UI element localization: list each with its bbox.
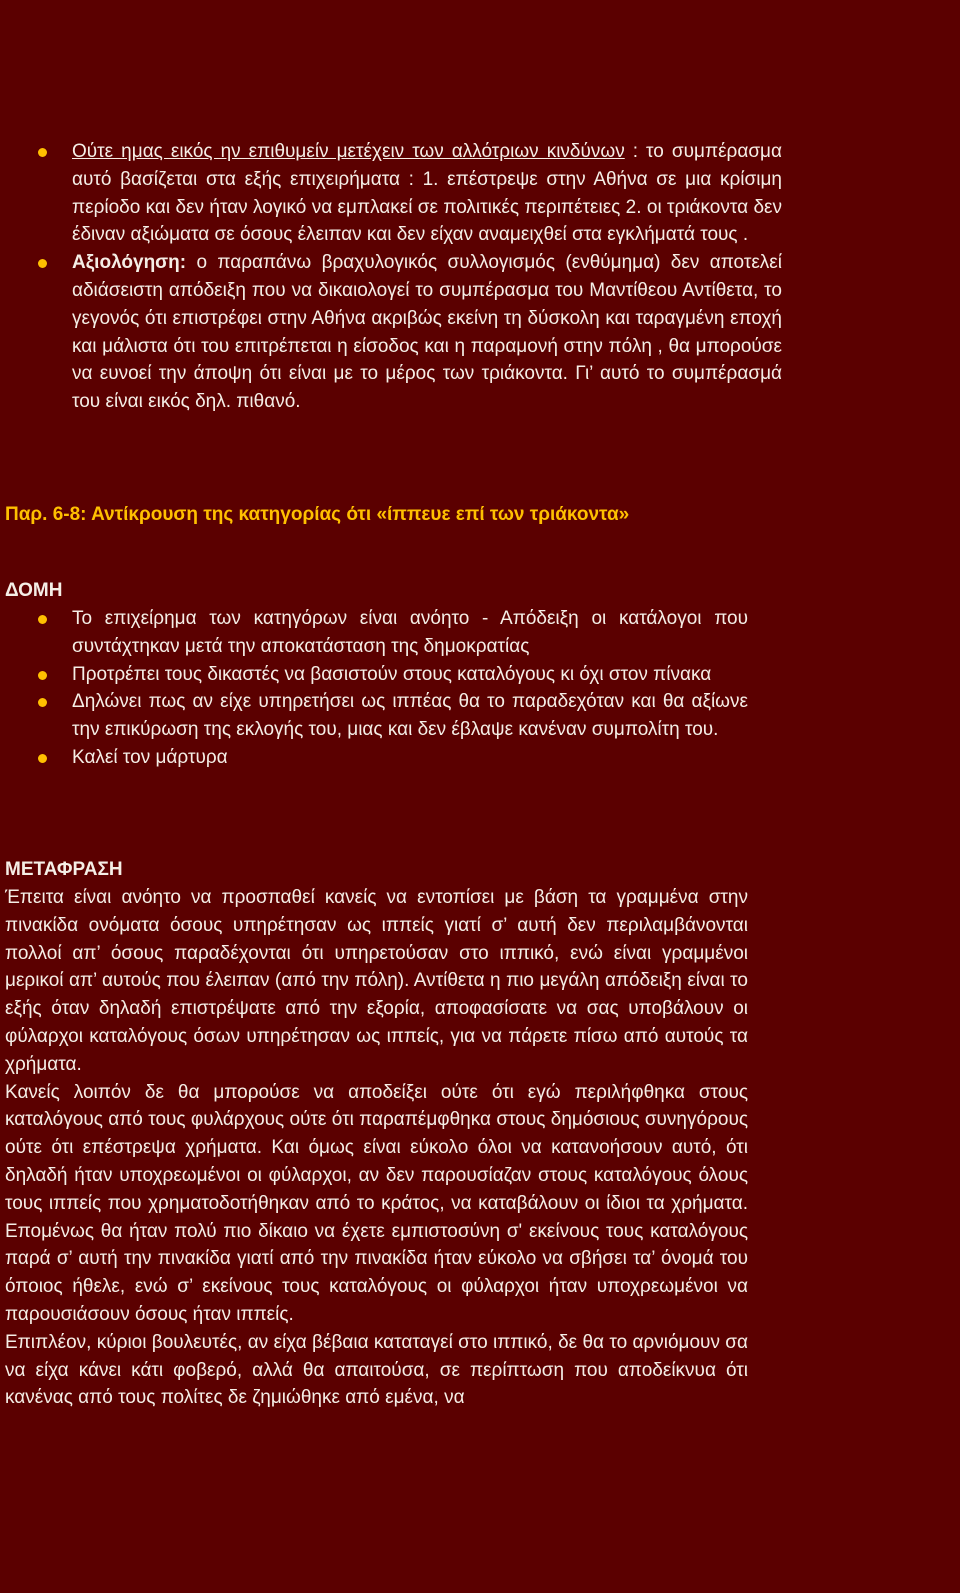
bullet-icon: [38, 671, 47, 680]
bullet-icon: [38, 615, 47, 624]
bullet-text: ο παραπάνω βραχυλογικός συλλογισμός (ενθύμημα) δεν αποτελεί αδιάσειστη απόδειξη που να δικαιολογεί το συμπέρασμα του Μαντίθεου Αντίθετα, το γεγονός ότι επιστρέφει στην Αθήνα ακριβώς εκείνη τη δύσκολη και ταραγμένη εποχή και μάλιστα ότι του επιτρέπεται η είσοδος και η παραμονή στην πόλη , θα μπορούσε να ευνοεί την άποψη ότι είναι με το μέρος των τριάκοντα. Γι’ αυτό το συμπέρασμά του είναι εικός δηλ. πιθανό.: [72, 252, 782, 413]
translation-paragraph: Κανείς λοιπόν δε θα μπορούσε να αποδείξει ούτε ότι εγώ περιλήφθηκα στους καταλόγους από τους φυλάρχους ούτε ότι παραπέμφθηκα στους δημόσιους συνηγόρους ούτε ότι επέστρεψα χρήματα. Και όμως είναι εύκολο όλοι να κατανοήσουν αυτό, ότι δηλαδή ήταν υποχρεωμένοι οι φύλαρχοι, αν δεν παρουσίαζαν στους καταλόγους όλους τους ιππείς που χρηματοδοτήθηκαν από το κράτος, να καταβάλουν οι ίδιοι τα χρήματα. Επομένως θα ήταν πολύ πιο δίκαιο να έχετε εμπιστοσύνη σ' εκείνους τους καταλόγους παρά σ’ αυτή την πινακίδα γιατί από την πινακίδα ήταν εύκολο να σβήσει τα’ όνομά του όποιος ήθελε, ενώ σ’ εκείνους τους καταλόγους οι φύλαρχοι ήταν υποχρεωμένοι να παρουσιάσουν όσους ήταν ιππείς.: [5, 1081, 748, 1325]
translation-body: [5, 884, 748, 1412]
structure-item-text: Καλεί τον μάρτυρα: [72, 746, 228, 768]
evaluation-label: Αξιολόγηση:: [72, 252, 187, 274]
list-item: [0, 661, 748, 689]
list-item: [0, 138, 782, 249]
bullet-icon: [38, 754, 47, 763]
structure-list: [0, 605, 748, 772]
ancient-quote: Ούτε ημας εικός ην επιθυμείν μετέχειν των αλλότριων κινδύνων: [72, 141, 625, 162]
bullet-icon: [38, 698, 47, 707]
translation-paragraph: Έπειτα είναι ανόητο να προσπαθεί κανείς να εντοπίσει με βάση τα γραμμένα στην πινακίδα ονόματα όσους υπηρέτησαν ως ιππείς γιατί σ’ αυτή δεν περιλαμβάνονται πολλοί απ’ όσους παραδέχονται ότι υπηρετούσαν στο ιππικό, ενώ είναι γραμμένοι μερικοί απ’ αυτούς που έλειπαν (από την πόλη). Αντίθετα η πιο μεγάλη απόδειξη είναι το εξής όταν δηλαδή επιστρέψατε από την εξορία, αποφασίσατε να σας υποβάλουν οι φύλαρχοι καταλόγους όσων υπηρέτησαν ως ιππείς, για να πάρετε πίσω από αυτούς τα χρήματα.: [5, 887, 748, 1075]
intro-bullet-list: [0, 138, 782, 416]
list-item: [0, 605, 748, 661]
translation-paragraph: Επιπλέον, κύριοι βουλευτές, αν είχα βέβαια καταταγεί στο ιππικό, δε θα το αρνιόμουν σα να είχα κάνει κάτι φοβερό, αλλά θα απαιτούσα, σε περίπτωση που αποδείκνυα ότι κανένας από τους πολίτες δε ζημιώθηκε από εμένα, να: [5, 1331, 748, 1409]
structure-heading: ΔΟΜΗ: [5, 580, 63, 601]
structure-item-text: Το επιχείρημα των κατηγόρων είναι ανόητο - Απόδειξη οι κατάλογοι που συντάχτηκαν μετά την αποκατάσταση της δημοκρατίας: [72, 608, 748, 657]
structure-item-text: Προτρέπει τους δικαστές να βασιστούν στους καταλόγους κι όχι στον πίνακα: [72, 663, 712, 685]
translation-heading: ΜΕΤΑΦΡΑΣΗ: [5, 859, 123, 880]
bullet-text: : το συμπέρασμα αυτό βασίζεται στα εξής επιχειρήματα : 1. επέστρεψε στην Αθήνα σε μια κρίσιμη περίοδο και δεν ήταν λογικό να εμπλακεί σε πολιτικές περιπέτειες 2. οι τριάκοντα δεν έδιναν αξιώματα σε όσους έλειπαν και δεν είχαν αναμειχθεί στα εγκλήματά τους .: [72, 141, 782, 246]
bullet-icon: [38, 148, 47, 157]
list-item: [0, 744, 748, 772]
bullet-icon: [38, 259, 47, 268]
list-item: [0, 688, 748, 744]
list-item: [0, 249, 782, 416]
section-title: Παρ. 6-8: Αντίκρουση της κατηγορίας ότι «ίππευε επί των τριάκοντα»: [5, 504, 630, 525]
structure-item-text: Δηλώνει πως αν είχε υπηρετήσει ως ιππέας θα το παραδεχόταν και θα αξίωνε την επικύρωση της εκλογής του, μιας και δεν έβλαψε κανέναν συμπολίτη του.: [72, 691, 748, 741]
